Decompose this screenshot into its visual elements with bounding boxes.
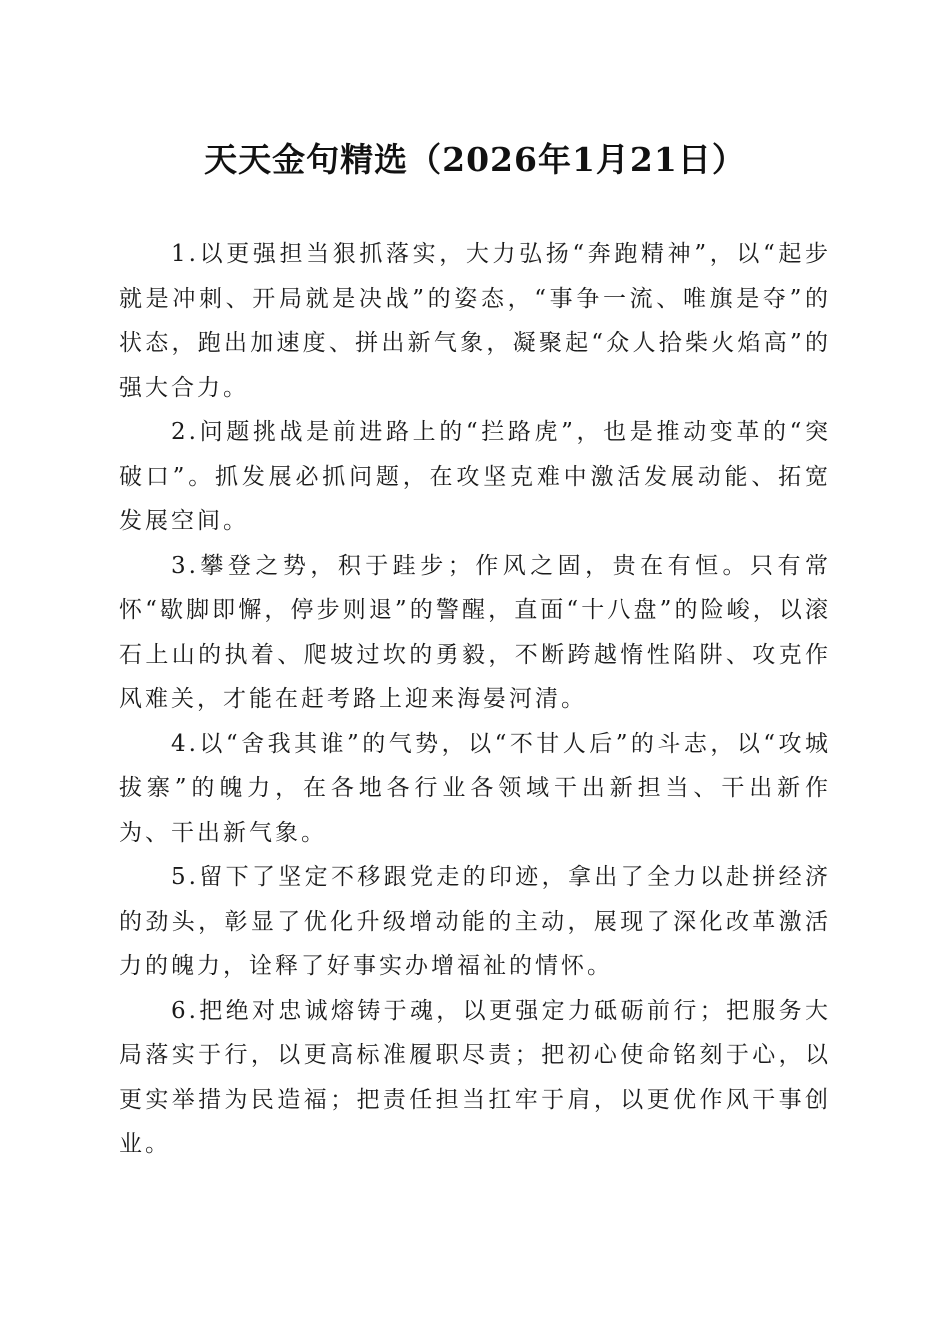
paragraph-3: 3.攀登之势，积于跬步；作风之固，贵在有恒。只有常怀“歇脚即懈，停步则退”的警醒，直面“十八盘”的险峻，以滚石上山的执着、爬坡过坎的勇毅，不断跨越惰性陷阱、攻克作风难关，才能在赶考路上迎来海晏河清。 (119, 552, 831, 712)
document-body (119, 232, 831, 1167)
paragraph-6: 6.把绝对忠诚熔铸于魂，以更强定力砥砺前行；把服务大局落实于行，以更高标准履职尽责；把初心使命铭刻于心，以更实举措为民造福；把责任担当扛牢于肩，以更优作风干事创业。 (119, 997, 831, 1157)
document-title: 天天金句精选（2026年1月21日） (204, 140, 746, 179)
paragraph-5: 5.留下了坚定不移跟党走的印迹，拿出了全力以赴拼经济的劲头，彰显了优化升级增动能的主动，展现了深化改革激活力的魄力，诠释了好事实办增福祉的情怀。 (119, 864, 831, 979)
paragraph-4: 4.以“舍我其谁”的气势，以“不甘人后”的斗志，以“攻城拔寨”的魄力，在各地各行业各领域干出新担当、干出新作为、干出新气象。 (119, 730, 831, 846)
paragraph-1: 1.以更强担当狠抓落实，大力弘扬“奔跑精神”，以“起步就是冲刺、开局就是决战”的姿态，“事争一流、唯旗是夺”的状态，跑出加速度、拼出新气象，凝聚起“众人拾柴火焰高”的强大合力。 (119, 241, 831, 401)
paragraph-2: 2.问题挑战是前进路上的“拦路虎”，也是推动变革的“突破口”。抓发展必抓问题，在攻坚克难中激活发展动能、拓宽发展空间。 (119, 419, 831, 534)
